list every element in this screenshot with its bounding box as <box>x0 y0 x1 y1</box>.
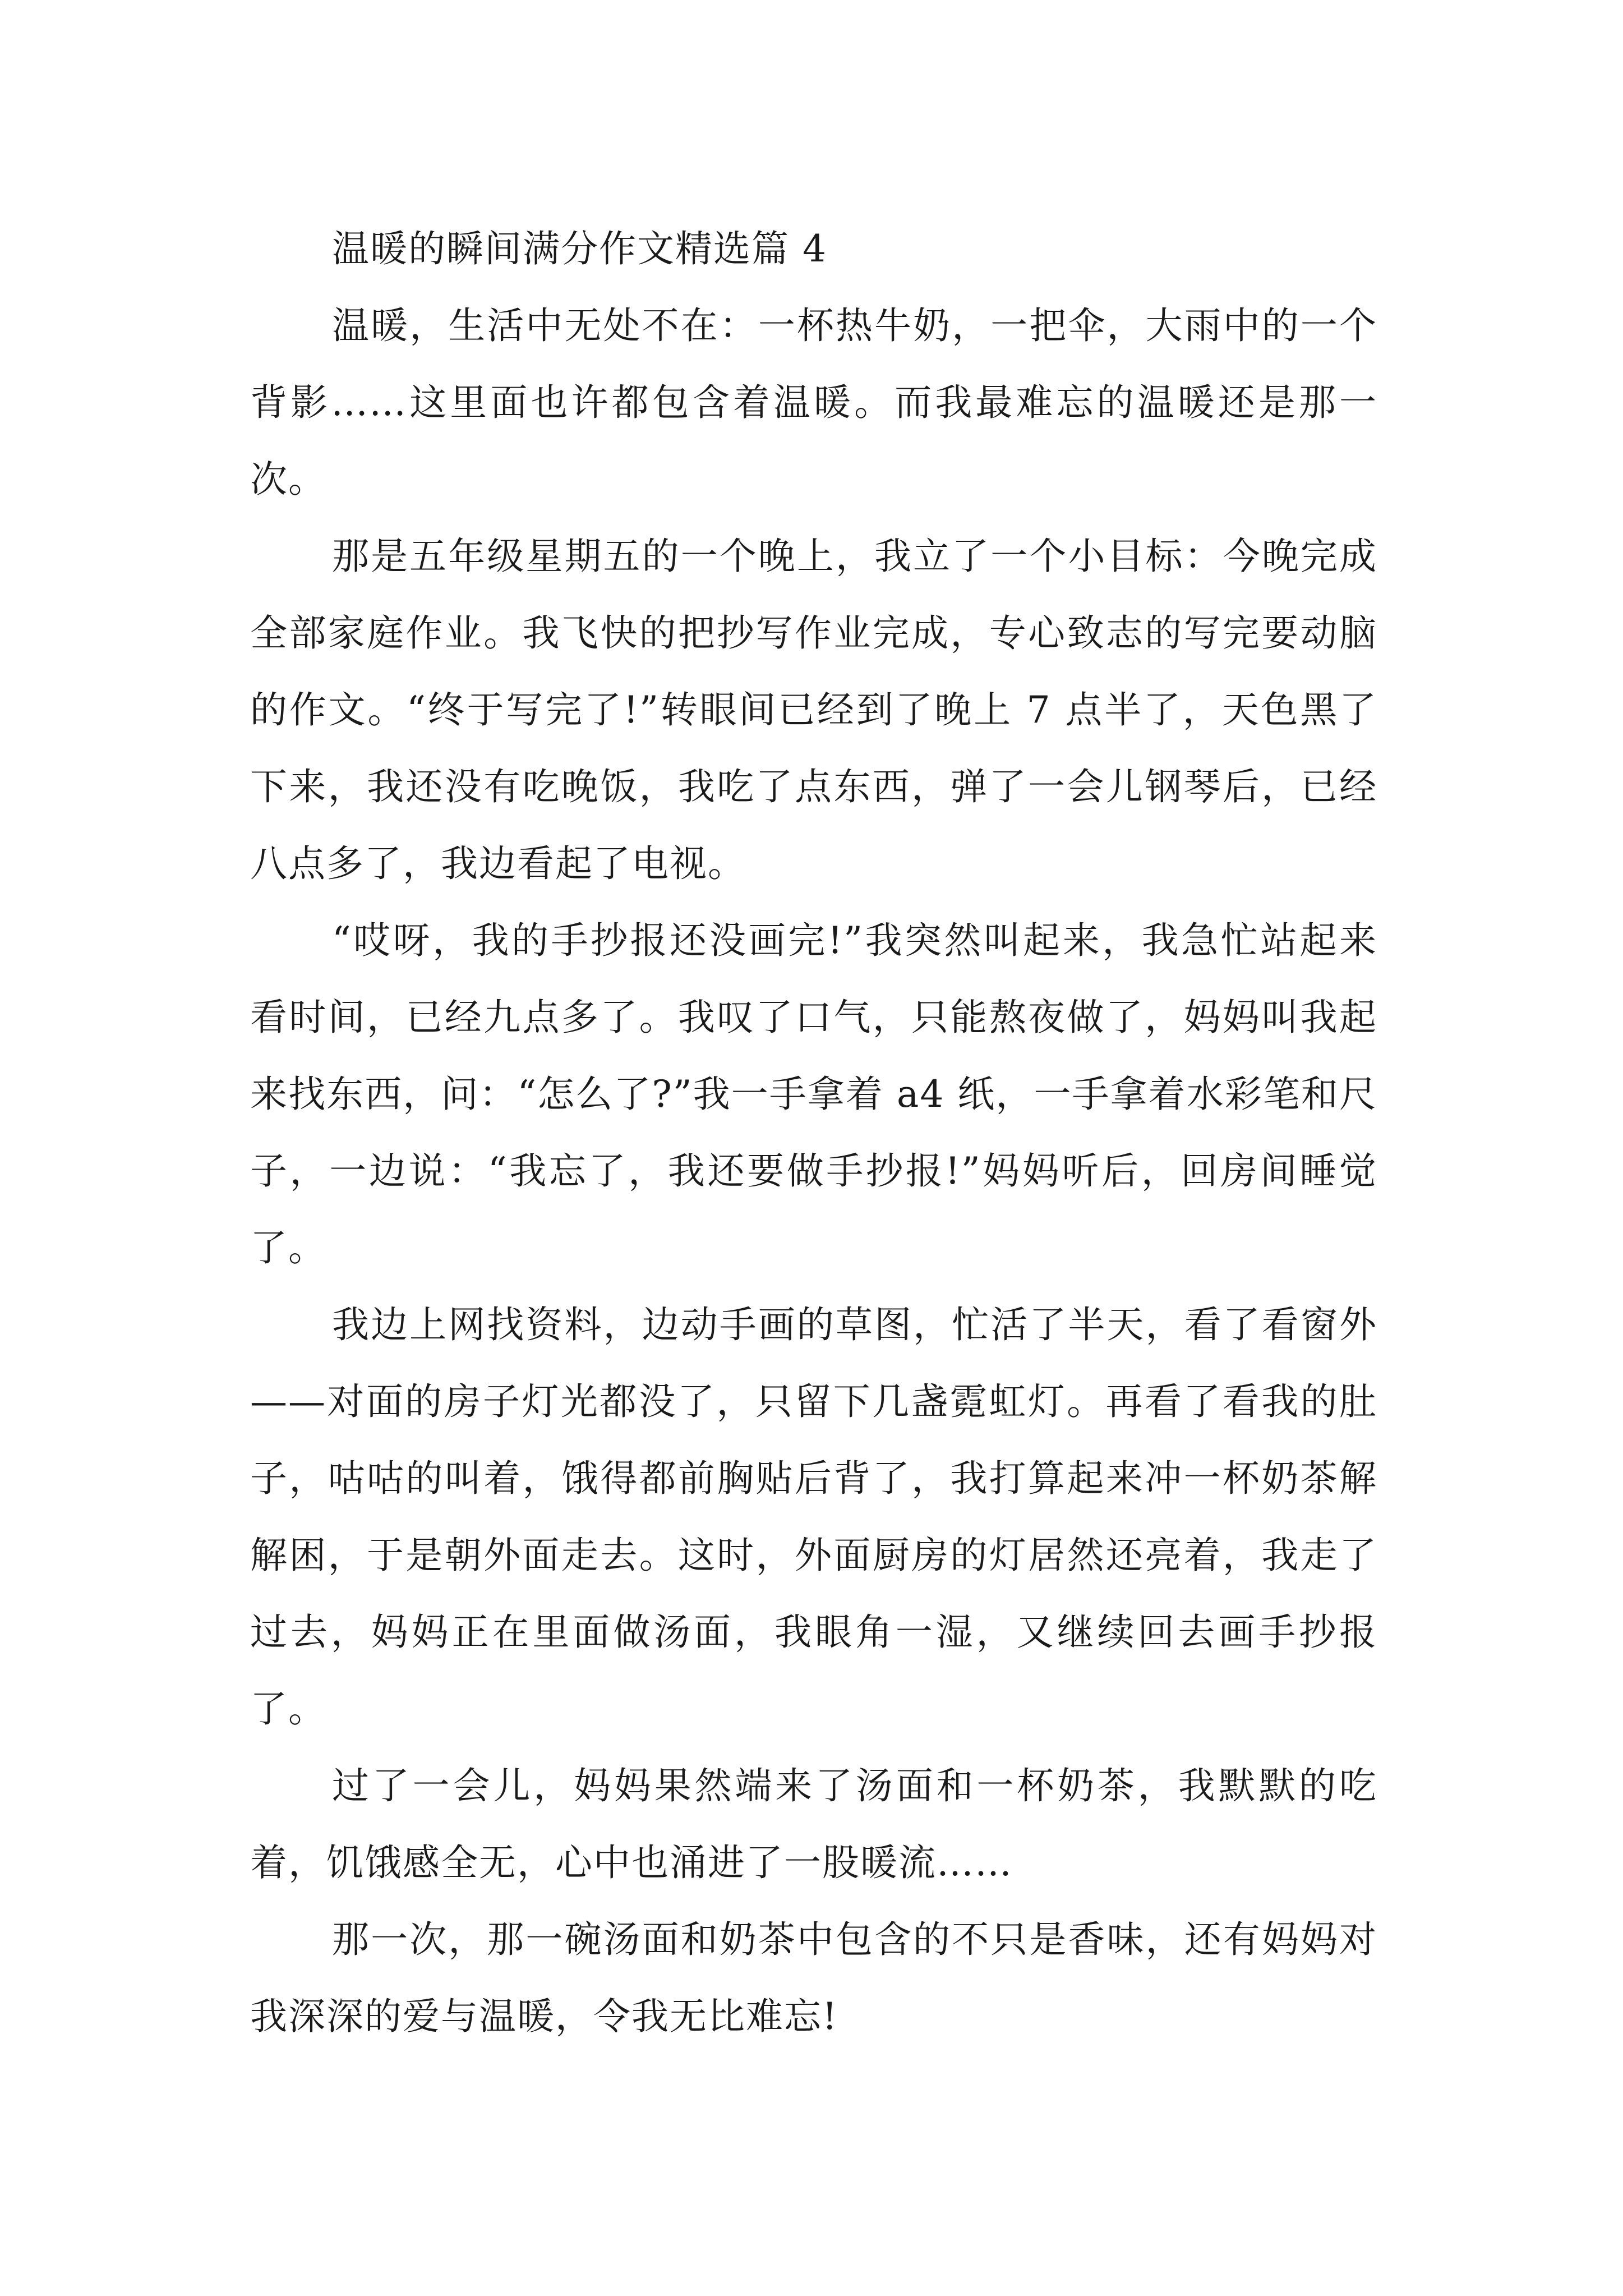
essay-body <box>250 210 1377 2055</box>
paragraph-6: 那一次，那一碗汤面和奶茶中包含的不只是香味，还有妈妈对我深深的爱与温暖，令我无比难忘! <box>250 1918 1377 2038</box>
essay-title: 温暖的瞬间满分作文精选篇 4 <box>332 227 827 270</box>
paragraph-2: 那是五年级星期五的一个晚上，我立了一个小目标：今晚完成全部家庭作业。我飞快的把抄写作业完成，专心致志的写完要动脑的作文。“终于写完了!”转眼间已经到了晚上 7 点半了，天色黑了下来，我还没有吃晚饭，我吃了点东西，弹了一会儿钢琴后，已经八点多了，我边看起了电视。 <box>250 535 1377 885</box>
paragraph-4: 我边上网找资料，边动手画的草图，忙活了半天，看了看窗外——对面的房子灯光都没了，只留下几盏霓虹灯。再看了看我的肚子，咕咕的叫着，饿得都前胸贴后背了，我打算起来冲一杯奶茶解解困，于是朝外面走去。这时，外面厨房的灯居然还亮着，我走了过去，妈妈正在里面做汤面，我眼角一湿，又继续回去画手抄报了。 <box>250 1303 1377 1731</box>
paragraph-3: “哎呀，我的手抄报还没画完!”我突然叫起来，我急忙站起来看时间，已经九点多了。我叹了口气，只能熬夜做了，妈妈叫我起来找东西，问：“怎么了?”我一手拿着 a4 纸，一手拿着水彩笔和尺子，一边说：“我忘了，我还要做手抄报!”妈妈听后，回房间睡觉了。 <box>250 919 1377 1269</box>
paragraph-5: 过了一会儿，妈妈果然端来了汤面和一杯奶茶，我默默的吃着，饥饿感全无，心中也涌进了一股暖流…… <box>250 1764 1377 1884</box>
paragraph-1: 温暖，生活中无处不在：一杯热牛奶，一把伞，大雨中的一个背影……这里面也许都包含着温暖。而我最难忘的温暖还是那一次。 <box>250 304 1377 501</box>
